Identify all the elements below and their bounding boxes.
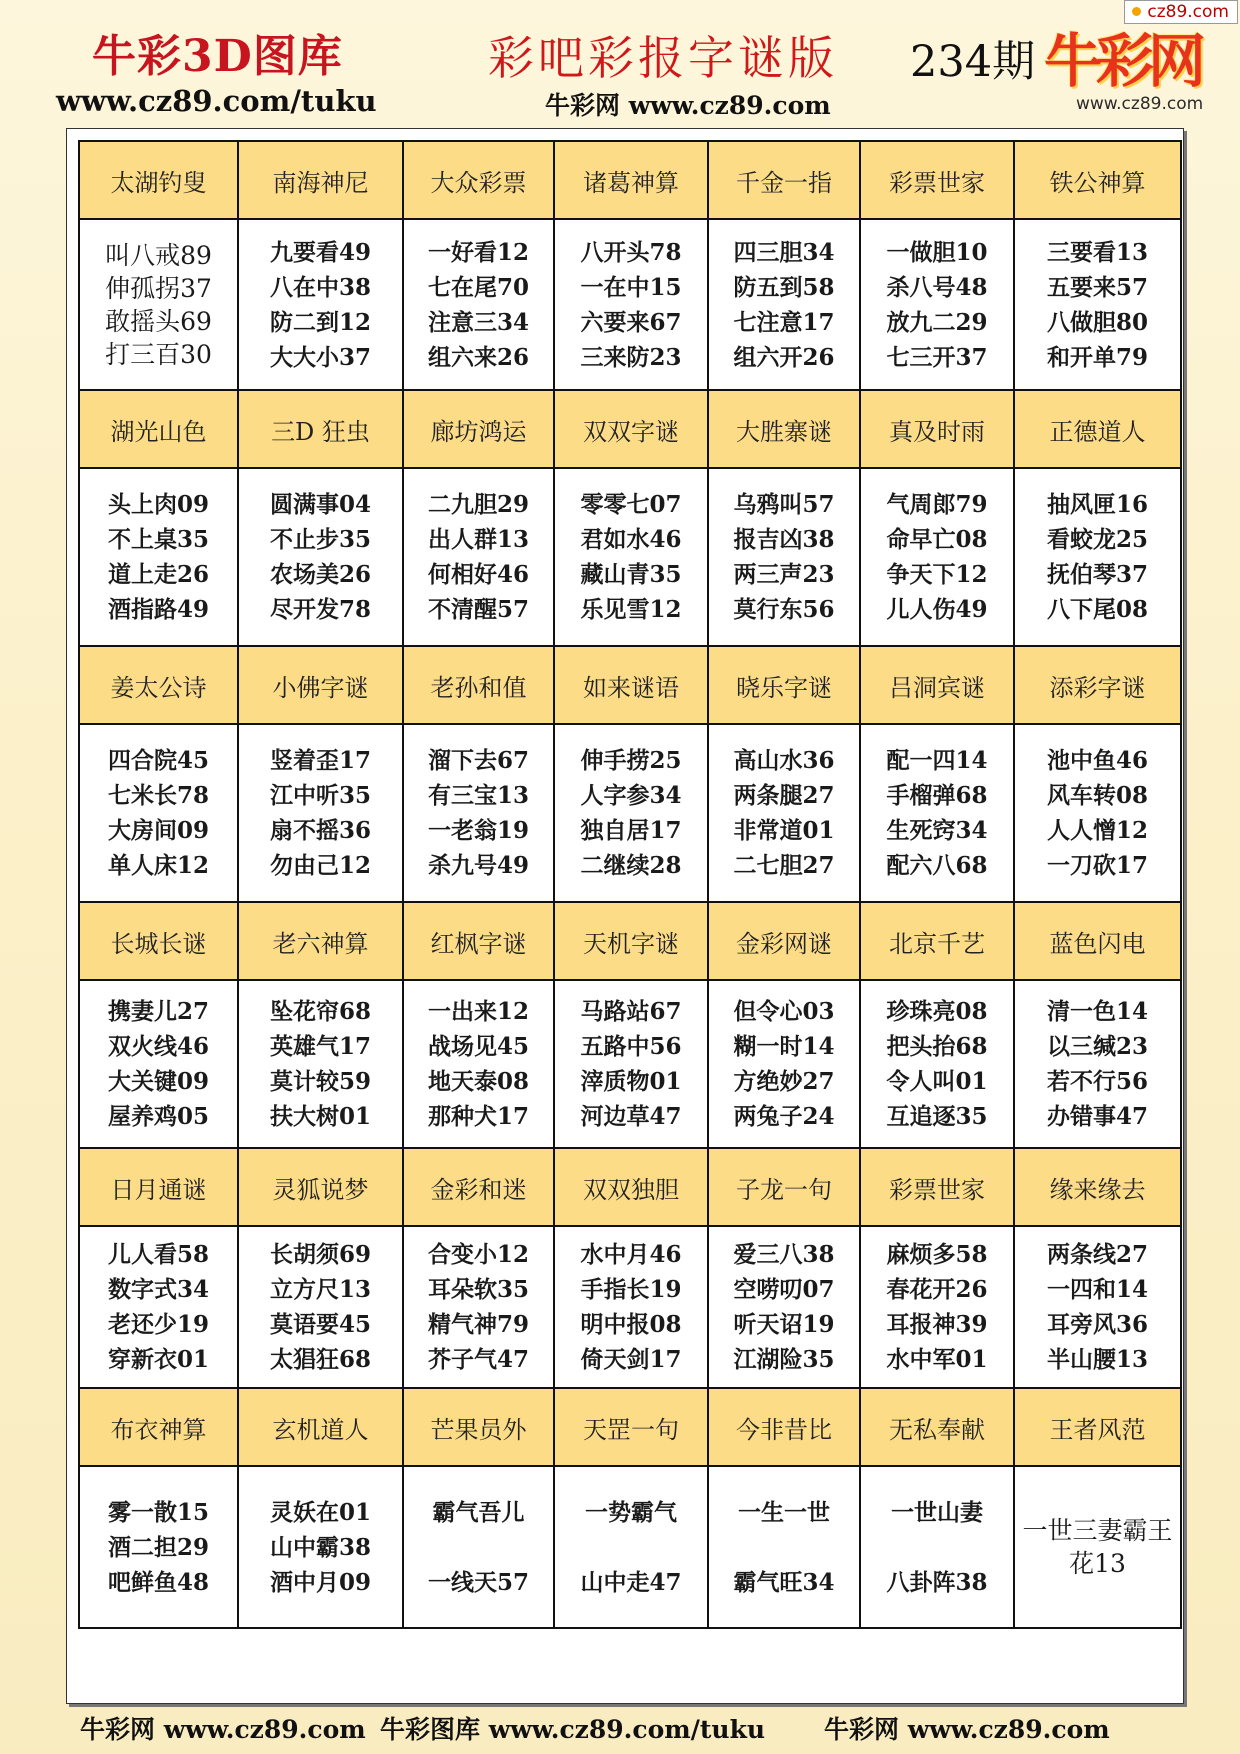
riddle-line: 两条线27 [1046,1241,1148,1268]
riddle-line: 糊一时14 [733,1033,835,1060]
column-header: 王者风范 [1014,1388,1181,1466]
cell-spacer [555,1530,707,1565]
riddle-line: 农场美26 [269,561,371,588]
riddle-cell [403,724,554,902]
riddle-line: 滓质物01 [580,1068,682,1095]
riddle-line: 双火线46 [107,1033,209,1060]
content-row [79,1226,1181,1388]
riddle-cell [708,1226,860,1388]
riddle-line: 一出来12 [427,998,529,1025]
riddle-cell [238,1226,403,1388]
riddle-line: 二七胆27 [733,852,835,879]
riddle-line: 风车转08 [1046,782,1148,809]
column-header: 千金一指 [708,141,860,219]
riddle-line: 生死窍34 [886,817,988,844]
riddle-cell [708,980,860,1148]
column-header: 大胜寨谜 [708,390,860,468]
column-header: 铁公神算 [1014,141,1181,219]
riddle-cell [79,1226,238,1388]
riddle-line: 圆满事04 [269,491,371,518]
column-header: 红枫字谜 [403,902,554,980]
column-header: 晓乐字谜 [708,646,860,724]
riddle-line: 战场见45 [427,1033,529,1060]
riddle-line: 莫语要45 [269,1311,371,1338]
riddle-cell [79,468,238,646]
riddle-line: 和开单79 [1046,343,1148,371]
footer-link-left[interactable]: 牛彩网 www.cz89.com [80,1715,366,1744]
riddle-line: 地天泰08 [427,1068,529,1095]
page-title: 彩吧彩报字谜版 [488,31,838,85]
riddle-line: 二九胆29 [427,491,529,518]
riddle-line: 麻烦多58 [886,1241,988,1268]
riddle-line: 那种犬17 [427,1103,529,1130]
column-header: 玄机道人 [238,1388,403,1466]
riddle-line: 两兔子24 [733,1103,835,1130]
riddle-cell [860,1466,1014,1628]
riddle-line: 灵妖在01 [269,1498,371,1526]
riddle-line: 藏山青35 [580,561,682,588]
footer-link-middle[interactable]: 牛彩图库 www.cz89.com/tuku [380,1715,766,1744]
riddle-line: 人字参34 [580,782,682,809]
riddle-line: 七米长78 [107,782,209,809]
riddle-line: 池中鱼46 [1046,747,1148,774]
brand-logo[interactable] [1042,14,1210,114]
riddle-cell [238,468,403,646]
riddle-line: 头上肉09 [107,491,209,518]
riddle-line: 方绝妙27 [733,1068,835,1095]
content-row [79,1466,1181,1628]
column-header: 长城长谜 [79,902,238,980]
column-header: 吕洞宾谜 [860,646,1014,724]
riddle-line: 防二到12 [269,308,371,336]
header-row [79,1388,1181,1466]
column-header: 如来谜语 [554,646,708,724]
riddle-line: 八开头78 [580,238,682,266]
riddle-line: 配六八68 [886,852,988,879]
riddle-line: 报吉凶38 [733,526,835,553]
riddle-line: 勿由己12 [269,852,371,879]
cell-spacer [404,1530,553,1565]
riddle-cell [708,724,860,902]
riddle-line: 四合院45 [107,747,209,774]
column-header: 添彩字谜 [1014,646,1181,724]
riddle-line: 何相好46 [427,561,529,588]
column-header: 诸葛神算 [554,141,708,219]
riddle-line: 八下尾08 [1046,596,1148,623]
riddle-cell [238,219,403,390]
riddle-line: 一世三妻霸王 [1022,1516,1173,1545]
riddle-line: 四三胆34 [733,238,835,266]
riddle-line: 一刀砍17 [1046,852,1148,879]
riddle-line: 五要来57 [1046,273,1148,301]
riddle-line: 两三声23 [733,561,835,588]
riddle-line: 手指长19 [580,1276,682,1303]
riddle-line: 组六开26 [733,343,835,371]
riddle-line: 道上走26 [107,561,209,588]
riddle-line: 八卦阵38 [886,1568,988,1596]
riddle-line: 大大小37 [269,343,371,371]
column-header: 南海神尼 [238,141,403,219]
riddle-line: 儿人看58 [107,1241,209,1268]
column-header: 双双字谜 [554,390,708,468]
riddle-line: 山中霸38 [269,1533,371,1561]
riddle-line: 两条腿27 [733,782,835,809]
riddle-grid [78,140,1182,1629]
riddle-line: 马路站67 [580,998,682,1025]
riddle-line: 但令心03 [733,998,835,1025]
riddle-line: 防五到58 [733,273,835,301]
riddle-line: 坠花帘68 [269,998,371,1025]
riddle-line: 山中走47 [580,1568,682,1596]
footer-link-right[interactable]: 牛彩网 www.cz89.com [824,1715,1110,1744]
riddle-line: 立方尺13 [269,1276,371,1303]
riddle-cell [403,1466,554,1628]
riddle-cell [238,980,403,1148]
riddle-line: 敢摇头69 [105,306,212,336]
page-subtitle[interactable]: 牛彩网 www.cz89.com [545,91,831,120]
logo-url: www.cz89.com [1076,94,1204,114]
column-header: 灵狐说梦 [238,1148,403,1226]
riddle-line: 配一四14 [886,747,988,774]
riddle-line: 尽开发78 [269,596,371,623]
riddle-line: 扇不摇36 [269,817,371,844]
riddle-line: 乐见雪12 [580,596,682,623]
column-header: 天机字谜 [554,902,708,980]
column-header: 小佛字谜 [238,646,403,724]
riddle-line: 打三百30 [105,339,212,369]
riddle-line: 杀九号49 [427,852,529,879]
riddle-line: 听天诏19 [733,1311,835,1338]
riddle-cell [79,1466,238,1628]
riddle-line: 酒指路49 [107,596,209,623]
riddle-line: 英雄气17 [269,1033,371,1060]
riddle-line: 叫八戒89 [105,240,212,270]
riddle-line: 高山水36 [733,747,835,774]
column-header: 湖光山色 [79,390,238,468]
riddle-line: 春花开26 [886,1276,988,1303]
riddle-line: 倚天剑17 [580,1346,682,1373]
riddle-line: 三要看13 [1046,238,1148,266]
site-url[interactable]: www.cz89.com/tuku [56,84,377,118]
content-row [79,980,1181,1148]
riddle-line: 太猖狂68 [269,1346,371,1373]
riddle-line: 数字式34 [107,1276,209,1303]
riddle-line: 争天下12 [886,561,988,588]
riddle-cell [1014,219,1181,390]
column-header: 子龙一句 [708,1148,860,1226]
column-header: 缘来缘去 [1014,1148,1181,1226]
riddle-cell [238,724,403,902]
site-title: 牛彩3D图库 [92,31,343,82]
riddle-cell [860,980,1014,1148]
riddle-cell [860,724,1014,902]
riddle-line: 一老翁19 [427,817,529,844]
riddle-line: 溜下去67 [427,747,529,774]
column-header: 彩票世家 [860,1148,1014,1226]
column-header: 老六神算 [238,902,403,980]
riddle-line: 霸气吾儿 [432,1498,525,1526]
column-header: 姜太公诗 [79,646,238,724]
riddle-line: 江湖险35 [733,1346,835,1373]
riddle-cell [1014,1466,1181,1628]
riddle-cell [79,219,238,390]
header-row [79,646,1181,724]
riddle-line: 水中军01 [886,1346,988,1373]
column-header: 天罡一句 [554,1388,708,1466]
riddle-line: 耳旁风36 [1046,1311,1148,1338]
column-header: 真及时雨 [860,390,1014,468]
riddle-cell [1014,468,1181,646]
riddle-line: 乌鸦叫57 [733,491,835,518]
riddle-line: 大关键09 [107,1068,209,1095]
column-header: 大众彩票 [403,141,554,219]
riddle-line: 伸孤拐37 [105,273,212,303]
riddle-cell [708,468,860,646]
riddle-line: 水中月46 [580,1241,682,1268]
riddle-line: 组六来26 [427,343,529,371]
riddle-line: 非常道01 [733,817,835,844]
riddle-line: 七在尾70 [427,273,529,301]
riddle-line: 独自居17 [580,817,682,844]
riddle-line: 人人憎12 [1046,817,1148,844]
riddle-cell [708,219,860,390]
riddle-cell [554,1226,708,1388]
riddle-line: 大房间09 [107,817,209,844]
riddle-cell [554,1466,708,1628]
riddle-line: 七三开37 [886,343,988,371]
riddle-line: 把头抬68 [886,1033,988,1060]
riddle-line: 一在中15 [580,273,682,301]
corner-site-tag[interactable]: cz89.com [1124,0,1238,24]
riddle-line: 有三宝13 [427,782,529,809]
riddle-line: 二继续28 [580,852,682,879]
column-header: 廊坊鸿运 [403,390,554,468]
riddle-line: 一世山妻 [891,1498,983,1526]
riddle-line: 以三缄23 [1046,1033,1148,1060]
riddle-line: 空唠叨07 [733,1276,835,1303]
column-header: 老孙和值 [403,646,554,724]
riddle-line: 不清醒57 [427,596,529,623]
column-header: 太湖钓叟 [79,141,238,219]
riddle-line: 霸气旺34 [733,1568,835,1596]
riddle-cell [79,724,238,902]
riddle-line: 穿新衣01 [107,1346,209,1373]
riddle-line: 杀八号48 [886,273,988,301]
column-header: 日月通谜 [79,1148,238,1226]
riddle-line: 合变小12 [427,1241,529,1268]
column-header: 芒果员外 [403,1388,554,1466]
riddle-line: 令人叫01 [886,1068,988,1095]
riddle-cell [860,468,1014,646]
header-row [79,902,1181,980]
riddle-line: 江中听35 [269,782,371,809]
riddle-line: 一做胆10 [886,238,988,266]
riddle-cell [554,724,708,902]
riddle-line: 竖着歪17 [269,747,371,774]
riddle-cell [554,980,708,1148]
riddle-line: 三来防23 [580,343,682,371]
riddle-cell [708,1466,860,1628]
riddle-line: 七注意17 [733,308,835,336]
content-row [79,468,1181,646]
logo-text: 牛彩网 [1044,27,1201,95]
column-header: 双双独胆 [554,1148,708,1226]
riddle-line: 互追逐35 [886,1103,988,1130]
riddle-line: 珍珠亮08 [886,998,988,1025]
riddle-line: 酒二担29 [107,1533,209,1561]
riddle-line: 不上桌35 [107,526,209,553]
column-header: 彩票世家 [860,141,1014,219]
riddle-line: 一好看12 [427,238,529,266]
riddle-line: 携妻儿27 [107,998,209,1025]
riddle-line: 单人床12 [107,852,209,879]
riddle-line: 酒中月09 [269,1568,371,1596]
cell-spacer [709,1530,859,1565]
riddle-cell [860,219,1014,390]
riddle-line: 清一色14 [1046,998,1148,1025]
riddle-line: 九要看49 [269,238,371,266]
riddle-line: 莫计较59 [269,1068,371,1095]
riddle-cell [554,219,708,390]
riddle-cell [403,980,554,1148]
riddle-line: 一四和14 [1046,1276,1148,1303]
riddle-line: 爱三八38 [733,1241,835,1268]
riddle-cell [403,1226,554,1388]
riddle-line: 不止步35 [269,526,371,553]
riddle-line: 耳报神39 [886,1311,988,1338]
riddle-cell [860,1226,1014,1388]
riddle-line: 气周郎79 [886,491,988,518]
riddle-line: 若不行56 [1046,1068,1148,1095]
riddle-line: 手榴弹68 [886,782,988,809]
header-row [79,1148,1181,1226]
riddle-line: 儿人伤49 [886,596,988,623]
riddle-cell [1014,724,1181,902]
column-header: 金彩网谜 [708,902,860,980]
column-header: 布衣神算 [79,1388,238,1466]
riddle-line: 注意三34 [427,308,529,336]
riddle-line: 明中报08 [580,1311,682,1338]
column-header: 三D 狂虫 [238,390,403,468]
column-header: 金彩和迷 [403,1148,554,1226]
riddle-line: 零零七07 [580,491,682,518]
riddle-line: 伸手捞25 [580,747,682,774]
riddle-cell [403,468,554,646]
riddle-line: 一势霸气 [585,1498,677,1526]
riddle-line: 花13 [1069,1549,1126,1578]
riddle-cell [403,219,554,390]
content-row [79,724,1181,902]
riddle-line: 耳朵软35 [427,1276,529,1303]
riddle-line: 雾一散15 [107,1498,209,1526]
column-header: 蓝色闪电 [1014,902,1181,980]
column-header: 今非昔比 [708,1388,860,1466]
riddle-line: 八在中38 [269,273,371,301]
riddle-cell [238,1466,403,1628]
column-header: 无私奉献 [860,1388,1014,1466]
riddle-cell [554,468,708,646]
riddle-line: 放九二29 [886,308,988,336]
riddle-line: 长胡须69 [269,1241,371,1268]
riddle-line: 办错事47 [1046,1103,1148,1130]
riddle-cell [1014,1226,1181,1388]
riddle-line: 芥子气47 [427,1346,529,1373]
riddle-line: 屋养鸡05 [107,1103,209,1130]
riddle-line: 抚伯琴37 [1046,561,1148,588]
riddle-line: 命早亡08 [886,526,988,553]
riddle-line: 君如水46 [580,526,682,553]
riddle-line: 精气神79 [427,1311,529,1338]
riddle-line: 抽风匣16 [1046,491,1148,518]
riddle-line: 一生一世 [738,1498,830,1526]
content-row [79,219,1181,390]
riddle-line: 河边草47 [580,1103,682,1130]
riddle-line: 八做胆80 [1046,308,1148,336]
issue-number: 234期 [910,37,1036,87]
riddle-line: 出人群13 [427,526,529,553]
column-header: 北京千艺 [860,902,1014,980]
header-row [79,390,1181,468]
riddle-line: 老还少19 [107,1311,209,1338]
riddle-cell [1014,980,1181,1148]
riddle-line: 扶大树01 [269,1103,371,1130]
riddle-line: 看蛟龙25 [1046,526,1148,553]
riddle-line: 五路中56 [580,1033,682,1060]
riddle-line: 半山腰13 [1046,1346,1148,1373]
riddle-line: 吧鲜鱼48 [107,1568,209,1596]
header-row [79,141,1181,219]
cell-spacer [861,1530,1013,1565]
riddle-line: 一线天57 [427,1568,529,1596]
riddle-cell [79,980,238,1148]
riddle-line: 莫行东56 [733,596,835,623]
column-header: 正德道人 [1014,390,1181,468]
riddle-line: 六要来67 [580,308,682,336]
